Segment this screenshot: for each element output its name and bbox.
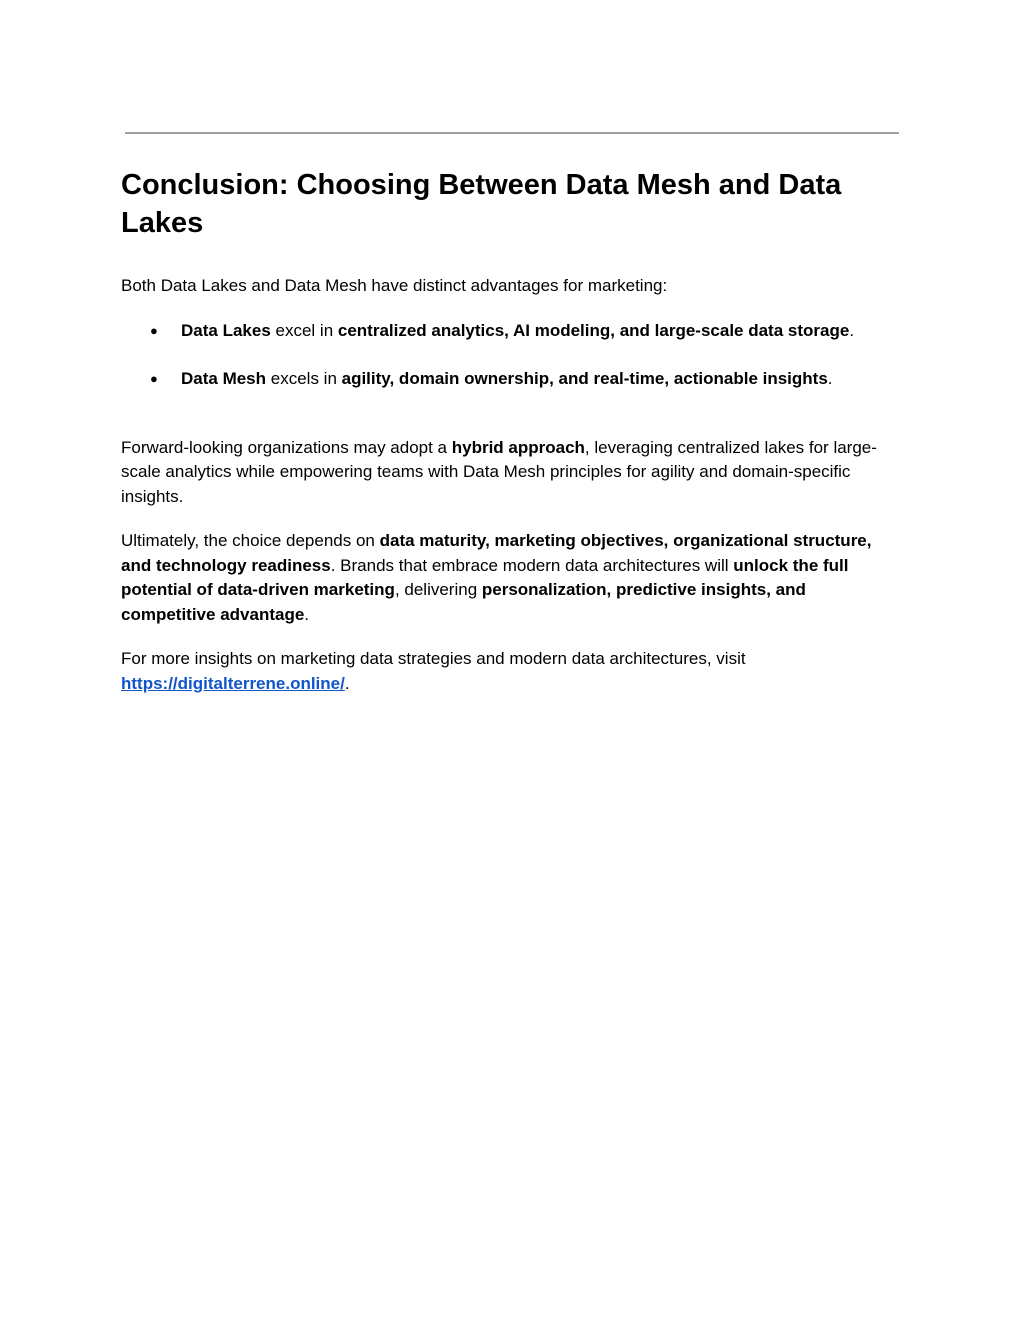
list-item-data-lakes [121, 319, 901, 344]
bold-run: unlock the full potential of data-driven marketing [121, 555, 849, 599]
text-run: . [304, 604, 310, 624]
text-run: . Brands that embrace modern data architectures will [330, 555, 734, 575]
page-title: Conclusion: Choosing Between Data Mesh and Data Lakes [121, 169, 842, 239]
text-run: , leveraging centralized lakes for large-scale analytics while empowering teams with Data Mesh principles for agility and domain-specific insights. [121, 437, 877, 506]
hybrid-paragraph [121, 436, 901, 510]
advantages-list [121, 319, 901, 392]
bullet-icon: ● [150, 371, 158, 386]
bullet-strong-text: agility, domain ownership, and real-time, actionable insights [341, 369, 828, 388]
bullet-text: excels in [266, 369, 342, 388]
bold-run: personalization, predictive insights, and competitive advantage [121, 580, 806, 624]
intro-paragraph: Both Data Lakes and Data Mesh have distinct advantages for marketing: [121, 276, 668, 295]
text-run: , delivering [394, 580, 482, 599]
ultimate-paragraph [121, 529, 901, 627]
text-run: Forward-looking organizations may adopt a [121, 437, 452, 457]
document-body [121, 166, 901, 716]
bullet-term: Data Lakes [181, 320, 271, 340]
horizontal-divider [125, 132, 899, 134]
text-run: For more insights on marketing data strategies and modern data architectures, visit [121, 649, 746, 668]
bullet-term: Data Mesh [181, 369, 267, 388]
bullet-strong-text: centralized analytics, AI modeling, and large-scale data storage [337, 320, 850, 340]
bold-run: hybrid approach [451, 437, 585, 457]
bullet-end: . [827, 369, 833, 388]
bold-run: data maturity, marketing objectives, organizational structure, and technology readiness [121, 531, 872, 575]
bullet-text: excel in [270, 320, 338, 340]
text-run: Ultimately, the choice depends on [121, 531, 380, 550]
bullet-end: . [849, 320, 855, 340]
list-item-data-mesh [121, 367, 901, 392]
bullet-icon: ● [150, 322, 158, 338]
website-link[interactable]: https://digitalterrene.online/ [121, 673, 345, 693]
text-run: . [344, 673, 350, 693]
closing-paragraph [121, 647, 901, 696]
